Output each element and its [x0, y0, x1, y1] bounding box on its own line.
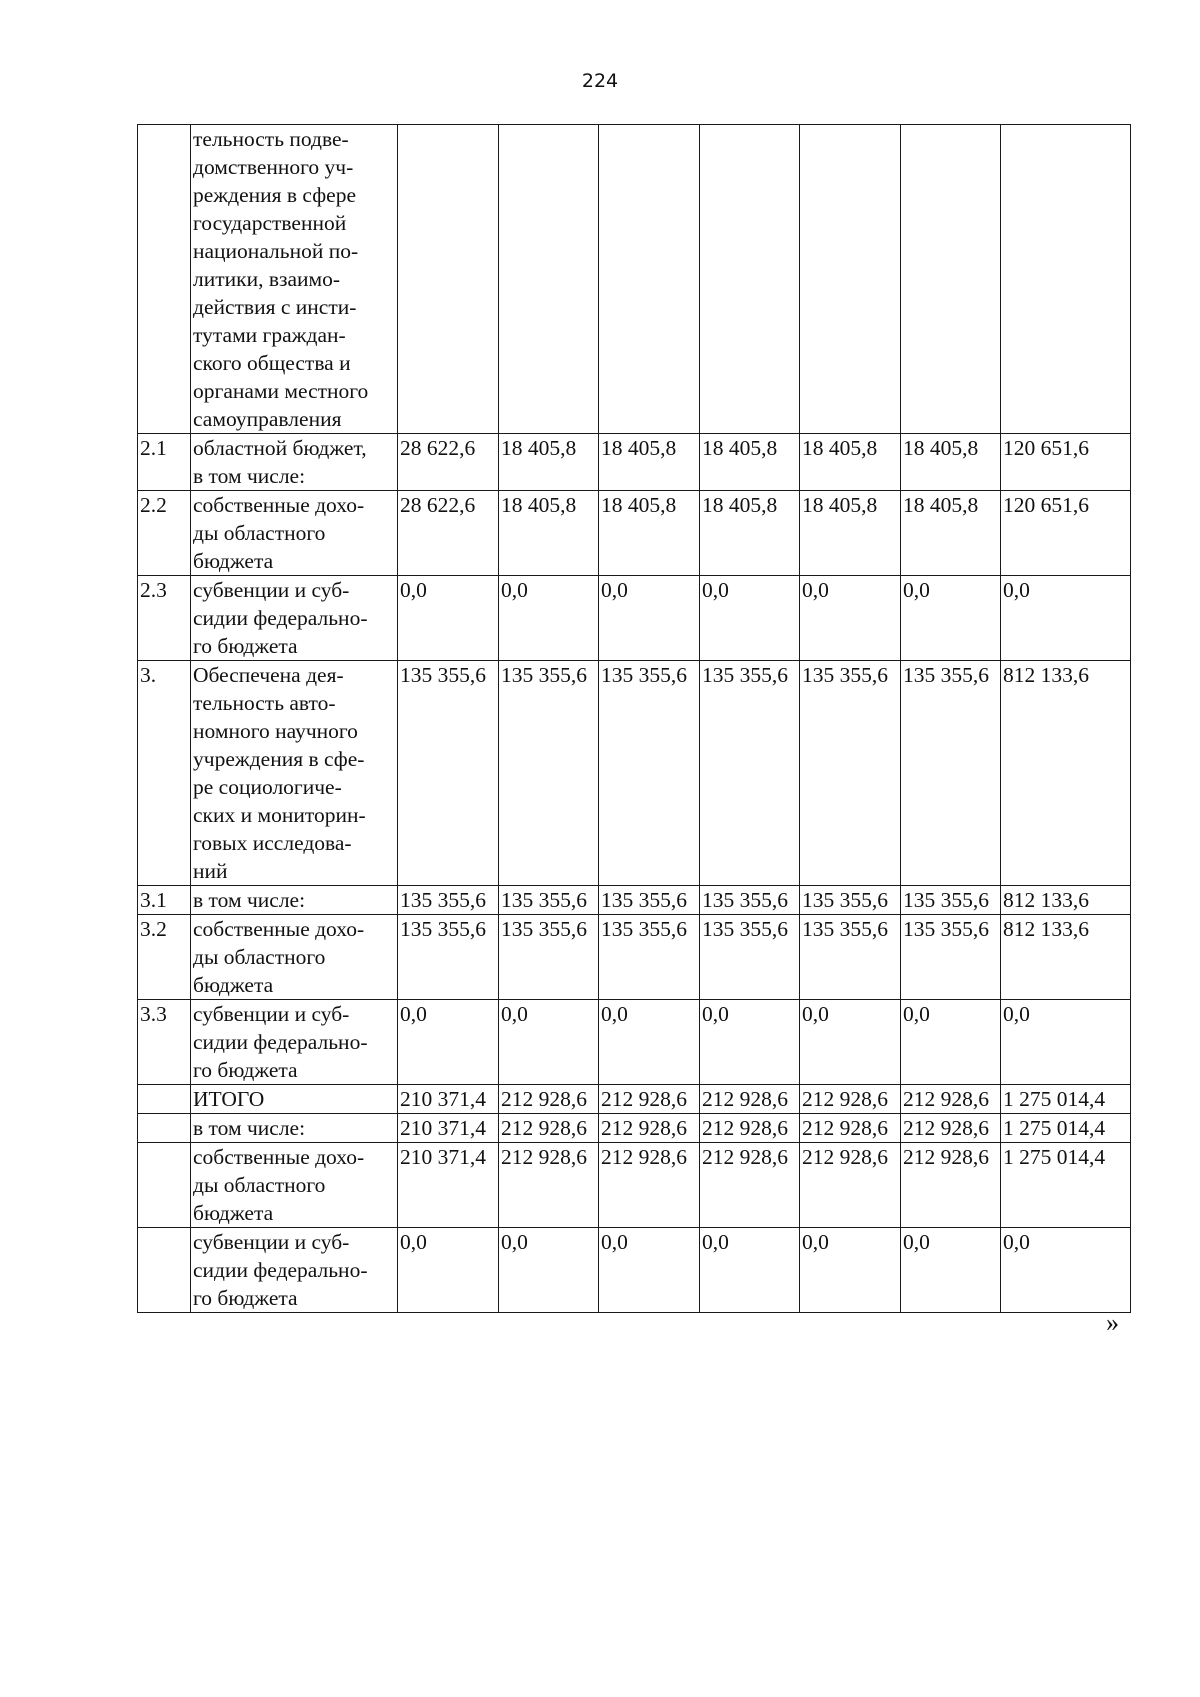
year-value-cell: 135 355,6	[499, 915, 599, 1000]
row-description-cell: собственные дохо- ды областного бюджета	[191, 491, 398, 576]
row-description-cell: субвенции и суб- сидии федерально- го бюджета	[191, 1000, 398, 1085]
year-value-cell: 212 928,6	[499, 1114, 599, 1143]
row-description-cell: Обеспечена дея- тельность авто- номного научного учреждения в сфе- ре социологиче- ских и мониторин- говых исследова- ний	[191, 661, 398, 886]
year-value-cell: 0,0	[398, 1000, 499, 1085]
year-value-cell: 212 928,6	[700, 1114, 800, 1143]
row-number-cell: 3.2	[138, 915, 191, 1000]
row-number-cell	[138, 1114, 191, 1143]
total-value-cell	[1001, 125, 1131, 434]
year-value-cell: 135 355,6	[901, 915, 1001, 1000]
row-number-cell: 2.3	[138, 576, 191, 661]
total-value-cell: 812 133,6	[1001, 886, 1131, 915]
year-value-cell: 0,0	[398, 1228, 499, 1313]
year-value-cell: 135 355,6	[398, 915, 499, 1000]
year-value-cell: 212 928,6	[700, 1085, 800, 1114]
year-value-cell: 18 405,8	[800, 491, 901, 576]
row-number-cell	[138, 1228, 191, 1313]
row-description-cell: в том числе:	[191, 1114, 398, 1143]
year-value-cell: 212 928,6	[800, 1114, 901, 1143]
year-value-cell	[901, 125, 1001, 434]
table-row	[138, 434, 1131, 491]
year-value-cell	[398, 125, 499, 434]
row-description-cell: в том числе:	[191, 886, 398, 915]
year-value-cell: 18 405,8	[700, 434, 800, 491]
year-value-cell: 135 355,6	[499, 886, 599, 915]
year-value-cell: 212 928,6	[800, 1143, 901, 1228]
year-value-cell: 18 405,8	[499, 491, 599, 576]
total-value-cell: 0,0	[1001, 1000, 1131, 1085]
year-value-cell: 135 355,6	[800, 915, 901, 1000]
year-value-cell: 135 355,6	[901, 886, 1001, 915]
total-value-cell: 1 275 014,4	[1001, 1085, 1131, 1114]
year-value-cell: 0,0	[499, 1228, 599, 1313]
year-value-cell: 0,0	[901, 1000, 1001, 1085]
budget-table	[137, 124, 1131, 1313]
year-value-cell	[599, 125, 700, 434]
row-number-cell: 2.2	[138, 491, 191, 576]
year-value-cell: 135 355,6	[499, 661, 599, 886]
budget-table-body	[138, 125, 1131, 1313]
year-value-cell: 0,0	[901, 576, 1001, 661]
year-value-cell: 28 622,6	[398, 434, 499, 491]
row-number-cell	[138, 125, 191, 434]
table-row	[138, 1143, 1131, 1228]
year-value-cell: 18 405,8	[599, 434, 700, 491]
year-value-cell: 28 622,6	[398, 491, 499, 576]
year-value-cell: 0,0	[398, 576, 499, 661]
row-number-cell: 3.3	[138, 1000, 191, 1085]
row-number-cell: 3.	[138, 661, 191, 886]
year-value-cell: 0,0	[700, 576, 800, 661]
table-row	[138, 1228, 1131, 1313]
year-value-cell: 135 355,6	[398, 886, 499, 915]
year-value-cell: 212 928,6	[499, 1143, 599, 1228]
year-value-cell: 18 405,8	[800, 434, 901, 491]
row-number-cell: 2.1	[138, 434, 191, 491]
total-value-cell: 1 275 014,4	[1001, 1143, 1131, 1228]
table-row	[138, 915, 1131, 1000]
row-description-cell: собственные дохо- ды областного бюджета	[191, 1143, 398, 1228]
year-value-cell: 18 405,8	[700, 491, 800, 576]
table-row	[138, 576, 1131, 661]
year-value-cell: 212 928,6	[901, 1085, 1001, 1114]
year-value-cell: 0,0	[599, 1000, 700, 1085]
total-value-cell: 1 275 014,4	[1001, 1114, 1131, 1143]
year-value-cell: 212 928,6	[901, 1143, 1001, 1228]
year-value-cell: 135 355,6	[800, 886, 901, 915]
table-row	[138, 886, 1131, 915]
row-number-cell: 3.1	[138, 886, 191, 915]
year-value-cell	[700, 125, 800, 434]
year-value-cell: 18 405,8	[499, 434, 599, 491]
year-value-cell: 135 355,6	[398, 661, 499, 886]
page-number: 224	[581, 70, 619, 92]
total-value-cell: 0,0	[1001, 1228, 1131, 1313]
year-value-cell: 0,0	[499, 576, 599, 661]
year-value-cell: 0,0	[700, 1000, 800, 1085]
row-description-cell: субвенции и суб- сидии федерально- го бюджета	[191, 1228, 398, 1313]
row-number-cell	[138, 1143, 191, 1228]
year-value-cell: 212 928,6	[700, 1143, 800, 1228]
closing-quote: »	[1106, 1308, 1119, 1337]
year-value-cell: 0,0	[800, 1000, 901, 1085]
table-row	[138, 661, 1131, 886]
total-value-cell: 120 651,6	[1001, 434, 1131, 491]
year-value-cell: 0,0	[800, 576, 901, 661]
year-value-cell: 135 355,6	[599, 661, 700, 886]
year-value-cell: 212 928,6	[599, 1114, 700, 1143]
year-value-cell: 0,0	[800, 1228, 901, 1313]
table-row	[138, 1114, 1131, 1143]
year-value-cell: 212 928,6	[800, 1085, 901, 1114]
year-value-cell: 0,0	[599, 576, 700, 661]
year-value-cell: 135 355,6	[700, 915, 800, 1000]
year-value-cell: 135 355,6	[800, 661, 901, 886]
year-value-cell: 0,0	[700, 1228, 800, 1313]
row-number-cell	[138, 1085, 191, 1114]
year-value-cell: 210 371,4	[398, 1085, 499, 1114]
table-row	[138, 1000, 1131, 1085]
year-value-cell: 212 928,6	[599, 1085, 700, 1114]
year-value-cell: 18 405,8	[599, 491, 700, 576]
year-value-cell	[499, 125, 599, 434]
table-row	[138, 491, 1131, 576]
year-value-cell: 135 355,6	[901, 661, 1001, 886]
year-value-cell: 0,0	[499, 1000, 599, 1085]
row-description-cell: ИТОГО	[191, 1085, 398, 1114]
year-value-cell: 210 371,4	[398, 1114, 499, 1143]
table-row	[138, 1085, 1131, 1114]
year-value-cell: 210 371,4	[398, 1143, 499, 1228]
row-description-cell: субвенции и суб- сидии федерально- го бюджета	[191, 576, 398, 661]
total-value-cell: 0,0	[1001, 576, 1131, 661]
year-value-cell: 135 355,6	[599, 915, 700, 1000]
year-value-cell: 212 928,6	[499, 1085, 599, 1114]
year-value-cell: 212 928,6	[599, 1143, 700, 1228]
row-description-cell: областной бюджет, в том числе:	[191, 434, 398, 491]
year-value-cell: 135 355,6	[700, 886, 800, 915]
total-value-cell: 812 133,6	[1001, 915, 1131, 1000]
year-value-cell: 0,0	[901, 1228, 1001, 1313]
year-value-cell: 212 928,6	[901, 1114, 1001, 1143]
total-value-cell: 120 651,6	[1001, 491, 1131, 576]
table-row	[138, 125, 1131, 434]
year-value-cell: 135 355,6	[700, 661, 800, 886]
year-value-cell: 135 355,6	[599, 886, 700, 915]
year-value-cell: 0,0	[599, 1228, 700, 1313]
row-description-cell: собственные дохо- ды областного бюджета	[191, 915, 398, 1000]
year-value-cell: 18 405,8	[901, 434, 1001, 491]
year-value-cell: 18 405,8	[901, 491, 1001, 576]
year-value-cell	[800, 125, 901, 434]
total-value-cell: 812 133,6	[1001, 661, 1131, 886]
row-description-cell: тельность подве- домственного уч- реждения в сфере государственной национальной по- литики, взаимо- действия с инсти- тутами граждан- ского общества и органами местного самоуправления	[191, 125, 398, 434]
